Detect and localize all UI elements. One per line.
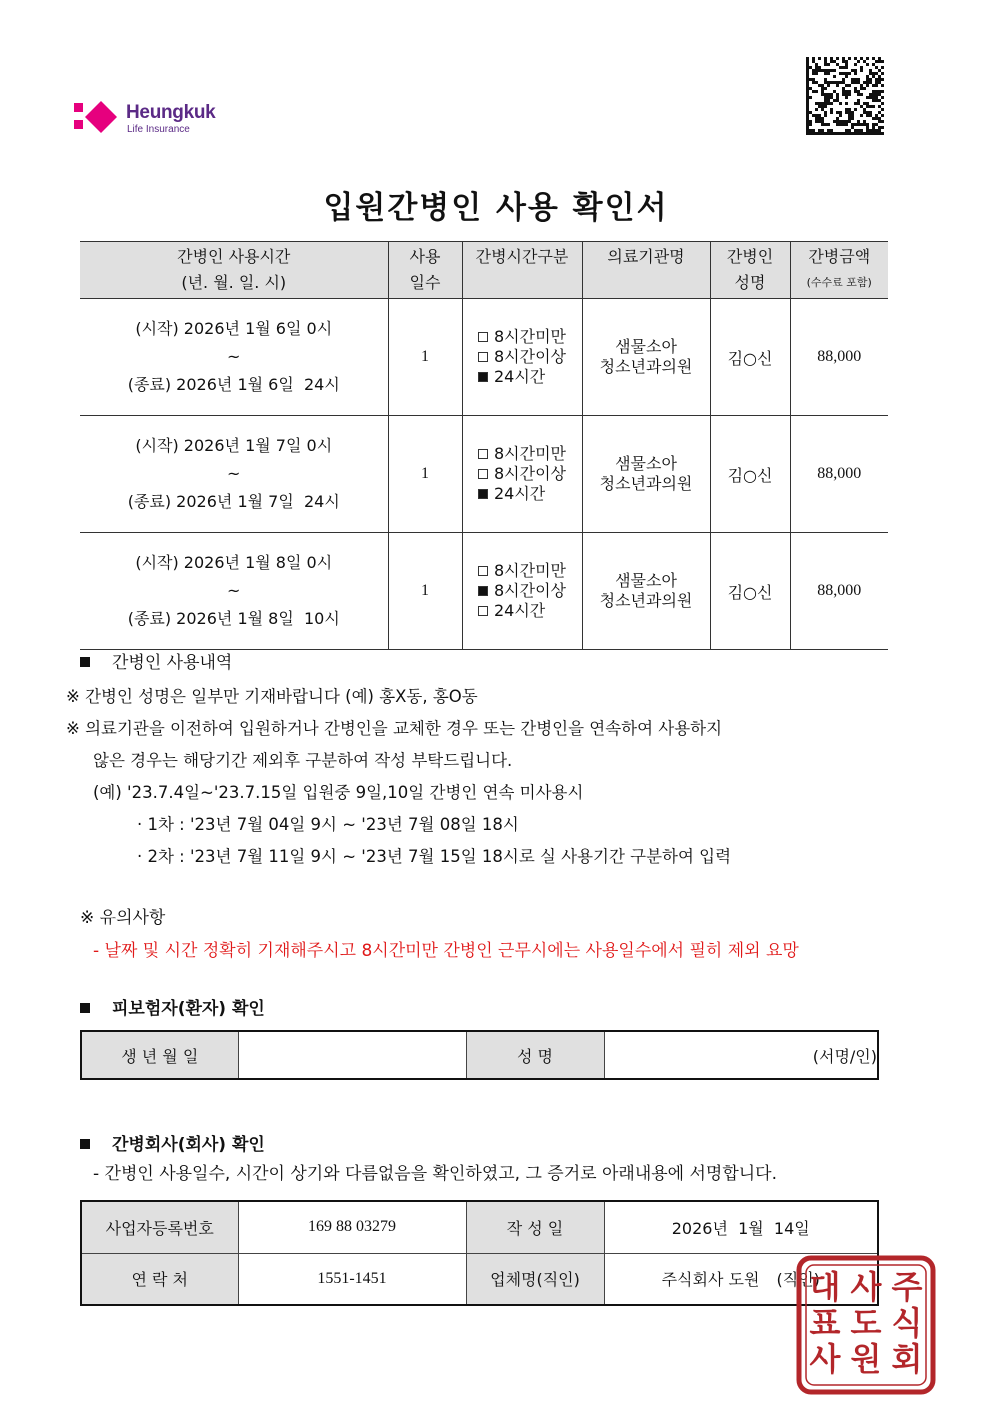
company-statement: - 간병인 사용일수, 시간이 상기와 다름없음을 확인하였고, 그 증거로 아래내용에 서명합니다. xyxy=(93,1164,777,1184)
svg-text:표: 표 xyxy=(809,1304,841,1342)
birth-field[interactable] xyxy=(238,1031,466,1079)
option-label: 24시간 xyxy=(493,484,546,503)
company-heading xyxy=(80,1130,265,1155)
company-name-label: 업체명(직인) xyxy=(466,1253,604,1305)
company-heading-text: 간병회사(회사) 확인 xyxy=(112,1135,265,1155)
option-label: 8시간이상 xyxy=(493,347,566,366)
hospital-cell xyxy=(582,299,710,416)
usage-example-1: · 1차 : '23년 7월 04일 9시 ~ '23년 7월 08일 18시 xyxy=(137,815,519,834)
insured-sign-field[interactable] xyxy=(604,1031,878,1079)
option-item xyxy=(478,581,566,601)
seal-label: (직인) xyxy=(776,1270,820,1290)
type-cell xyxy=(462,416,582,533)
header-period-line1: 간병인 사용시간 xyxy=(177,247,291,266)
header-days-line2: 일수 xyxy=(409,273,441,292)
option-label: 8시간이상 xyxy=(493,581,566,600)
option-label: 8시간미만 xyxy=(493,327,566,346)
biz-no-label: 사업자등록번호 xyxy=(81,1201,238,1253)
option-item xyxy=(478,601,566,621)
hospital-line2: 청소년과의원 xyxy=(599,591,693,610)
usage-example: (예) '23.7.4일~'23.7.15일 입원중 9일,10일 간병인 연속 미사용시 xyxy=(93,783,584,802)
square-bullet-icon xyxy=(80,657,90,667)
logo-mark-icon xyxy=(74,100,118,134)
checked-box-icon[interactable] xyxy=(478,586,488,596)
option-item xyxy=(478,561,566,581)
svg-text:식: 식 xyxy=(891,1304,923,1342)
empty-box-icon[interactable] xyxy=(478,566,488,576)
caregiver-name-cell: 김○신 xyxy=(710,416,790,533)
period-start: (시작) 2026년 1월 8일 0시 xyxy=(135,553,333,572)
svg-text:원: 원 xyxy=(850,1340,882,1378)
option-item xyxy=(478,484,566,504)
empty-box-icon[interactable] xyxy=(478,449,488,459)
usage-heading-text: 간병인 사용내역 xyxy=(112,653,233,673)
option-item xyxy=(478,327,566,347)
hospital-line2: 청소년과의원 xyxy=(599,357,693,376)
svg-text:사: 사 xyxy=(809,1340,841,1378)
table-header-row xyxy=(80,242,888,299)
caregiver-usage-table xyxy=(80,241,888,650)
period-end: (종료) 2026년 1월 6일 24시 xyxy=(127,375,340,394)
period-end: (종료) 2026년 1월 8일 10시 xyxy=(127,609,340,628)
header-period-line2: (년. 월. 일. 시) xyxy=(181,273,287,292)
table-row xyxy=(80,533,888,650)
header-name xyxy=(710,242,790,299)
option-label: 8시간미만 xyxy=(493,561,566,580)
period-start: (시작) 2026년 1월 6일 0시 xyxy=(135,319,333,338)
empty-box-icon[interactable] xyxy=(478,469,488,479)
header-hospital: 의료기관명 xyxy=(582,242,710,299)
hospital-line1: 샘물소아 xyxy=(615,337,677,356)
amount-cell: 88,000 xyxy=(790,416,888,533)
period-start: (시작) 2026년 1월 7일 0시 xyxy=(135,436,333,455)
checked-box-icon[interactable] xyxy=(478,489,488,499)
caution-heading: ※ 유의사항 xyxy=(80,908,166,928)
hospital-cell xyxy=(582,533,710,650)
usage-note-2-line2: 않은 경우는 해당기간 제외후 구분하여 작성 부탁드립니다. xyxy=(93,751,513,770)
table-row xyxy=(80,416,888,533)
type-cell xyxy=(462,299,582,416)
option-item xyxy=(478,367,566,387)
hospital-line2: 청소년과의원 xyxy=(599,474,693,493)
header-name-line2: 성명 xyxy=(734,273,766,292)
header-type: 간병시간구분 xyxy=(462,242,582,299)
header-name-line1: 간병인 xyxy=(726,247,774,266)
amount-cell: 88,000 xyxy=(790,299,888,416)
svg-text:사: 사 xyxy=(850,1268,882,1306)
option-label: 24시간 xyxy=(493,601,546,620)
header-amount-line1: 간병금액 xyxy=(808,247,871,266)
header-amount-line2: (수수료 포함) xyxy=(806,276,872,289)
company-seal-icon xyxy=(795,1254,937,1396)
caregiver-name-cell: 김○신 xyxy=(710,533,790,650)
svg-text:대: 대 xyxy=(809,1268,841,1306)
period-cell xyxy=(80,299,388,416)
logo-brand: Heungkuk xyxy=(126,102,216,123)
option-item xyxy=(478,464,566,484)
company-logo xyxy=(74,100,244,140)
insured-form xyxy=(80,1030,879,1080)
company-name-value: 주식회사 도원 xyxy=(661,1270,760,1290)
company-form xyxy=(80,1200,879,1306)
svg-text:회: 회 xyxy=(891,1340,923,1378)
option-item xyxy=(478,347,566,367)
insured-heading xyxy=(80,994,265,1019)
svg-text:도: 도 xyxy=(850,1304,882,1342)
header-days xyxy=(388,242,462,299)
option-label: 8시간이상 xyxy=(493,464,566,483)
date-value: 2026년 1월 14일 xyxy=(604,1201,878,1253)
days-cell: 1 xyxy=(388,416,462,533)
empty-box-icon[interactable] xyxy=(478,606,488,616)
birth-label: 생 년 월 일 xyxy=(81,1031,238,1079)
empty-box-icon[interactable] xyxy=(478,352,488,362)
svg-text:주: 주 xyxy=(891,1268,923,1306)
date-label: 작 성 일 xyxy=(466,1201,604,1253)
amount-cell: 88,000 xyxy=(790,533,888,650)
usage-note-1: ※ 간병인 성명은 일부만 기재바랍니다 (예) 홍X동, 홍O동 xyxy=(66,687,478,706)
period-end: (종료) 2026년 1월 7일 24시 xyxy=(127,492,340,511)
option-label: 24시간 xyxy=(493,367,546,386)
empty-box-icon[interactable] xyxy=(478,332,488,342)
contact-value: 1551-1451 xyxy=(238,1253,466,1305)
caution-text: - 날짜 및 시간 정확히 기재해주시고 8시간미만 간병인 근무시에는 사용일수에서 필히 제외 요망 xyxy=(93,941,799,961)
header-period xyxy=(80,242,388,299)
logo-sub: Life Insurance xyxy=(127,124,190,135)
hospital-line1: 샘물소아 xyxy=(615,454,677,473)
insured-name-label: 성 명 xyxy=(466,1031,604,1079)
period-cell xyxy=(80,533,388,650)
contact-label: 연 락 처 xyxy=(81,1253,238,1305)
table-row xyxy=(80,299,888,416)
biz-no-value: 169 88 03279 xyxy=(238,1201,466,1253)
usage-example-2: · 2차 : '23년 7월 11일 9시 ~ '23년 7월 15일 18시로 실 사용기간 구분하여 입력 xyxy=(137,847,732,866)
hospital-line1: 샘물소아 xyxy=(615,571,677,590)
option-item xyxy=(478,444,566,464)
square-bullet-icon xyxy=(80,1003,90,1013)
header-days-line1: 사용 xyxy=(409,247,441,266)
square-bullet-icon xyxy=(80,1139,90,1149)
usage-note-2-line1: ※ 의료기관을 이전하여 입원하거나 간병인을 교체한 경우 또는 간병인을 연속하여 사용하지 xyxy=(66,719,723,738)
header-amount xyxy=(790,242,888,299)
caregiver-name-cell: 김○신 xyxy=(710,299,790,416)
type-cell xyxy=(462,533,582,650)
days-cell: 1 xyxy=(388,533,462,650)
usage-heading xyxy=(80,652,232,674)
days-cell: 1 xyxy=(388,299,462,416)
insured-heading-text: 피보험자(환자) 확인 xyxy=(112,999,265,1019)
qr-code-icon xyxy=(806,57,884,135)
option-label: 8시간미만 xyxy=(493,444,566,463)
hospital-cell xyxy=(582,416,710,533)
checked-box-icon[interactable] xyxy=(478,372,488,382)
period-tilde: ~ xyxy=(227,464,241,483)
period-cell xyxy=(80,416,388,533)
period-tilde: ~ xyxy=(227,581,241,600)
period-tilde: ~ xyxy=(227,347,241,366)
page-title: 입원간병인 사용 확인서 xyxy=(323,190,669,226)
sign-label: (서명/인) xyxy=(812,1046,877,1066)
